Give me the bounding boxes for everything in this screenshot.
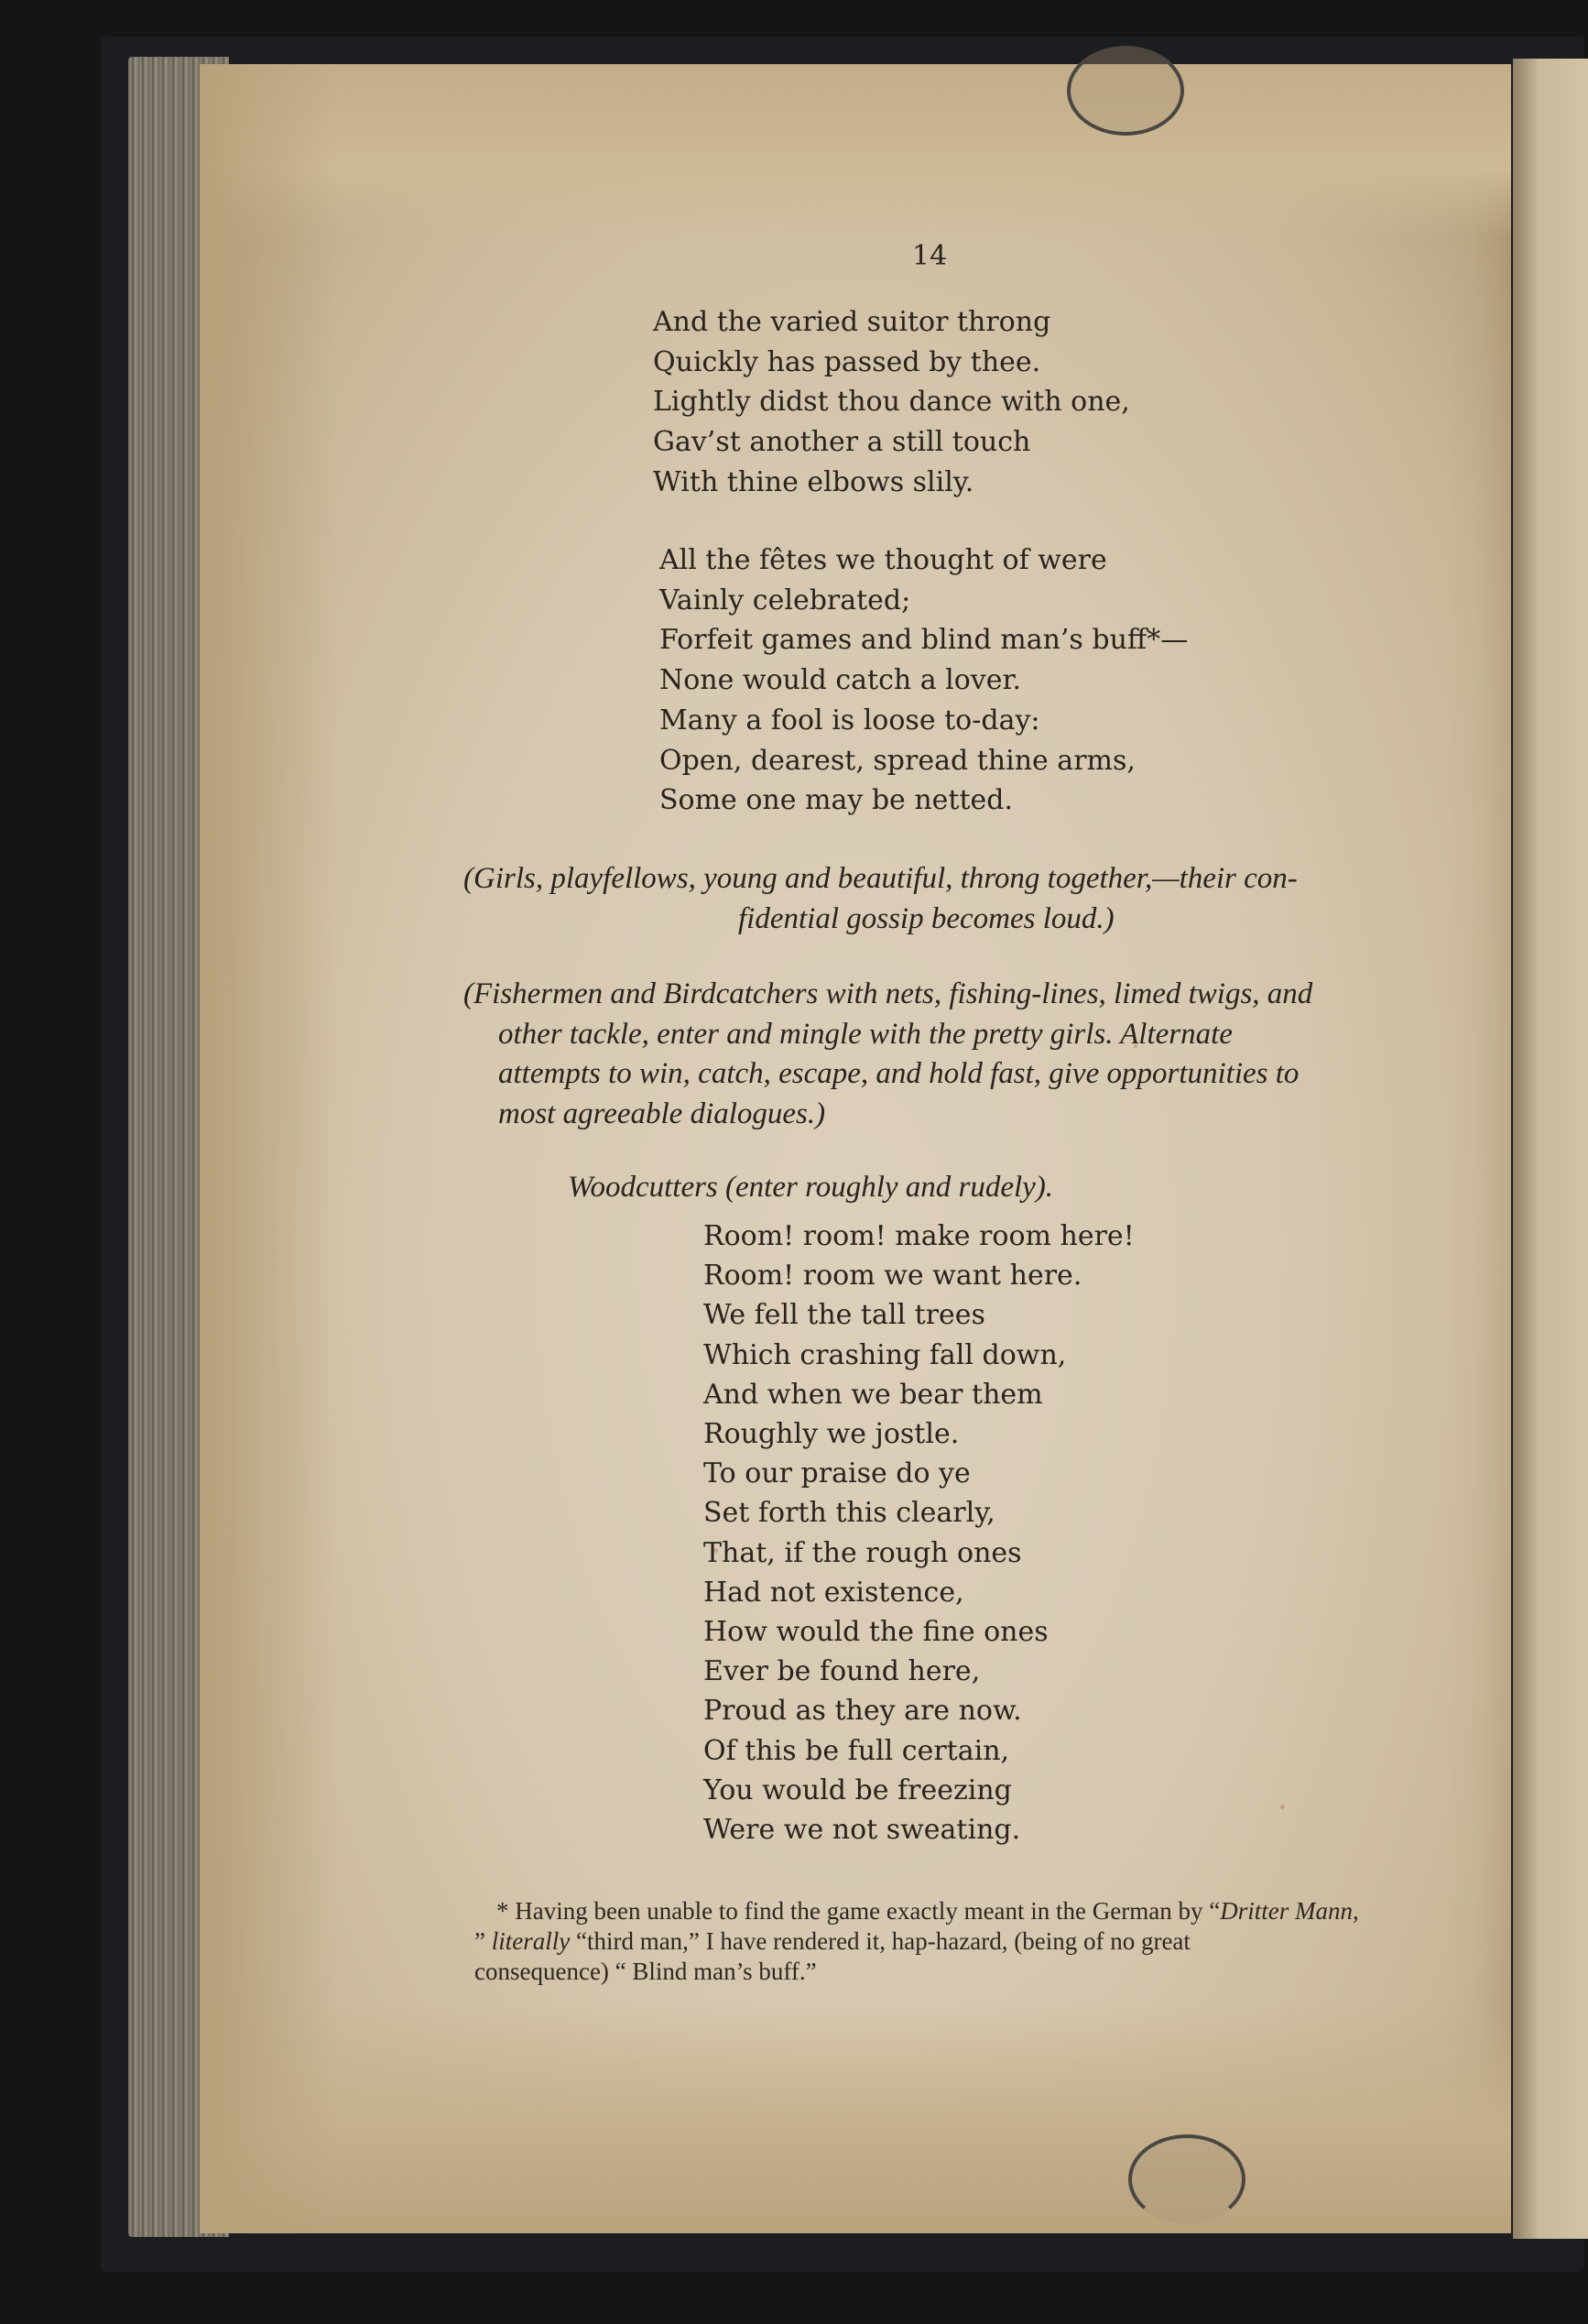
water-stain-left (200, 64, 337, 2233)
speaker-heading (568, 1171, 1053, 1205)
footnote-text: “third man,” I have rendered it, hap-hazard, (being of no great (570, 1927, 1191, 1955)
verse-line: How would the fine ones (703, 1616, 1049, 1649)
verse-line: Quickly has passed by thee. (653, 345, 1041, 378)
stanza-1 (653, 302, 1130, 503)
verse-line: Proud as they are now. (703, 1695, 1022, 1728)
verse-line: Room! room we want here. (703, 1260, 1082, 1293)
footnote-text: Having been unable to find the game exactly meant in the German by “ (515, 1897, 1221, 1925)
verse-line: Room! room! make room here! (703, 1220, 1135, 1252)
verse-line: Which crashing fall down, (703, 1338, 1067, 1371)
speaker-direction: (enter roughly and rudely). (725, 1171, 1054, 1204)
footnote-marker: * (496, 1897, 509, 1925)
stage-direction-line: attempts to win, catch, escape, and hold fast, give opportunities to (498, 1057, 1300, 1090)
verse-line: Set forth this clearly, (703, 1497, 995, 1530)
footnote-text: ” (474, 1927, 492, 1955)
verse-line: We fell the tall trees (703, 1299, 985, 1332)
verse-line: You would be freezing (703, 1773, 1012, 1806)
stage-direction-line: (Fishermen and Birdcatchers with nets, fishing-lines, limed twigs, and (463, 977, 1313, 1010)
stage-direction-fishermen (463, 975, 1312, 1134)
verse-line: Ever be found here, (703, 1655, 981, 1688)
verse-line: None would catch a lover. (659, 664, 1022, 697)
footnote-line: consequence) “ Blind man’s buff.” (474, 1958, 817, 1985)
verse-line: That, if the rough ones (703, 1536, 1022, 1569)
verse-line: Roughly we jostle. (703, 1418, 960, 1451)
stage-direction-line: other tackle, enter and mingle with the pretty girls. Alternate (498, 1017, 1233, 1051)
footnote (474, 1896, 1359, 1987)
verse-line: Gav’st another a still touch (653, 426, 1031, 459)
page-number: 14 (912, 240, 948, 272)
verse-line: Forfeit games and blind man’s buff*— (659, 624, 1189, 657)
facing-page-edge (1513, 59, 1588, 2239)
footnote-line (474, 1896, 1359, 1926)
foxing-spot (1280, 1805, 1285, 1809)
verse-line: Were we not sweating. (703, 1814, 1021, 1847)
stage-direction-line: fidential gossip becomes loud.) (738, 901, 1115, 935)
verse-line: Of this be full certain, (703, 1734, 1010, 1767)
verse-line: Some one may be netted. (659, 784, 1014, 817)
verse-line: All the fêtes we thought of were (659, 544, 1107, 576)
verse-line: Vainly celebrated; (659, 584, 911, 616)
water-stain-top (200, 64, 1511, 238)
footnote-literally: literally (491, 1927, 571, 1955)
stage-direction-line: (Girls, playfellows, young and beautiful, throng together,—their con- (463, 862, 1298, 895)
page-clip-bottom (1128, 2134, 1245, 2224)
verse-line: Lightly didst thou dance with one, (653, 386, 1130, 419)
speaker-name: Woodcutters (568, 1171, 718, 1204)
stage-direction-girls (463, 859, 1298, 939)
verse-line: Had not existence, (703, 1576, 964, 1609)
stanza-2 (659, 540, 1188, 821)
verse-line: With thine elbows slily. (653, 465, 974, 498)
verse-line: And when we bear them (703, 1378, 1043, 1411)
verse-line: Open, dearest, spread thine arms, (659, 744, 1136, 777)
water-stain-bottom (200, 2004, 1511, 2233)
verse-line: To our praise do ye (703, 1457, 971, 1490)
verse-line: Many a fool is loose to-day: (659, 704, 1040, 736)
woodcutters-verse (703, 1217, 1135, 1849)
page-clip-top (1067, 46, 1184, 136)
stage-direction-line: most agreeable dialogues.) (498, 1097, 826, 1130)
footnote-line (474, 1926, 1359, 1957)
verse-line: And the varied suitor throng (653, 306, 1051, 338)
footnote-term: Dritter Mann, (1220, 1897, 1359, 1925)
